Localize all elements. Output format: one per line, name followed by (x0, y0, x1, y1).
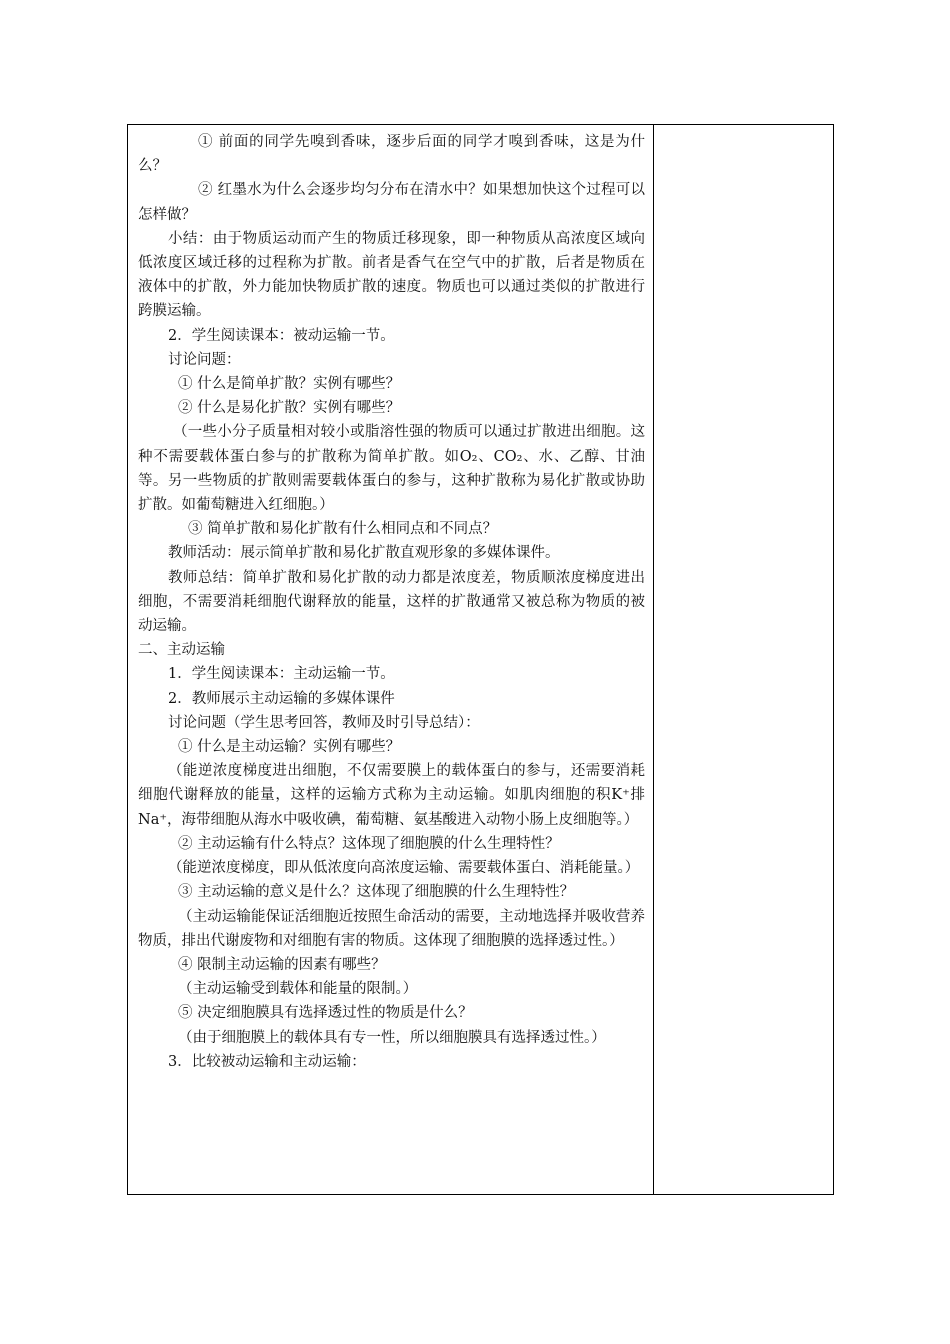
paragraph: ② 什么是易化扩散？实例有哪些？ (178, 400, 401, 417)
paragraph: 讨论问题： (168, 351, 241, 368)
paragraph: ① 什么是主动运输？实例有哪些？ (178, 739, 401, 756)
paragraph: 小结：由于物质运动而产生的物质迁移现象，即一种物质从高浓度区域向低浓度区域迁移的过程称为扩散。前者是香气在空气中的扩散，后者是物质在液体中的扩散，外力能加快物质扩散的速度。物质也可以通过类似的扩散进行跨膜运输。 (138, 230, 645, 320)
paragraph: ② 主动运输有什么特点？这体现了细胞膜的什么生理特性？ (178, 835, 560, 852)
content-cell (128, 125, 654, 1194)
paragraph: ③ 主动运输的意义是什么？这体现了细胞膜的什么生理特性？ (178, 884, 575, 901)
paragraph: ⑤ 决定细胞膜具有选择透过性的物质是什么？ (178, 1005, 473, 1022)
paragraph: ② 红墨水为什么会逐步均匀分布在清水中？如果想加快这个过程可以怎样做？ (138, 182, 645, 223)
paragraph: 1．学生阅读课本：主动运输一节。 (168, 666, 395, 683)
paragraph: ① 什么是简单扩散？实例有哪些？ (178, 376, 401, 393)
paragraph: ④ 限制主动运输的因素有哪些？ (178, 956, 386, 973)
paragraph: 3．比较被动运输和主动运输： (168, 1053, 366, 1070)
paragraph: 教师活动：展示简单扩散和易化扩散直观形象的多媒体课件。 (168, 545, 560, 562)
paragraph: 2．教师展示主动运输的多媒体课件 (168, 690, 395, 707)
paragraph: 教师总结：简单扩散和易化扩散的动力都是浓度差，物质顺浓度梯度进出细胞，不需要消耗细胞代谢释放的能量，这样的扩散通常又被总称为物质的被动运输。 (138, 569, 645, 635)
notes-cell (654, 125, 833, 1194)
paragraph: （能逆浓度梯度进出细胞，不仅需要膜上的载体蛋白的参与，还需要消耗细胞代谢释放的能量，这样的运输方式称为主动运输。如肌肉细胞的积K⁺排Na⁺，海带细胞从海水中吸收碘，葡萄糖、氨基酸进入动物小肠上皮细胞等。） (138, 763, 645, 828)
paragraph: ① 前面的同学先嗅到香味，逐步后面的同学才嗅到香味，这是为什么？ (138, 134, 645, 175)
paragraph: （一些小分子质量相对较小或脂溶性强的物质可以通过扩散进出细胞。这种不需要载体蛋白参与的扩散称为简单扩散。如O₂、CO₂、水、乙醇、甘油等。另一些物质的扩散则需要载体蛋白的参与，这种扩散称为易化扩散或协助扩散。如葡萄糖进入红细胞。） (138, 424, 645, 514)
paragraph: （主动运输能保证活细胞近按照生命活动的需要，主动地选择并吸收营养物质，排出代谢废物和对细胞有害的物质。这体现了细胞膜的选择透过性。） (138, 908, 645, 949)
paragraph: （能逆浓度梯度，即从低浓度向高浓度运输、需要载体蛋白、消耗能量。） (168, 860, 640, 877)
paragraph: （由于细胞膜上的载体具有专一性，所以细胞膜具有选择透过性。） (178, 1029, 606, 1046)
paragraph: （主动运输受到载体和能量的限制。） (178, 981, 418, 998)
lesson-table (127, 124, 834, 1195)
paragraph: 讨论问题（学生思考回答，教师及时引导总结）： (168, 714, 480, 731)
paragraph: 2．学生阅读课本：被动运输一节。 (168, 327, 395, 344)
section-heading: 二、主动运输 (138, 642, 225, 659)
paragraph: ③ 简单扩散和易化扩散有什么相同点和不同点？ (188, 521, 498, 538)
